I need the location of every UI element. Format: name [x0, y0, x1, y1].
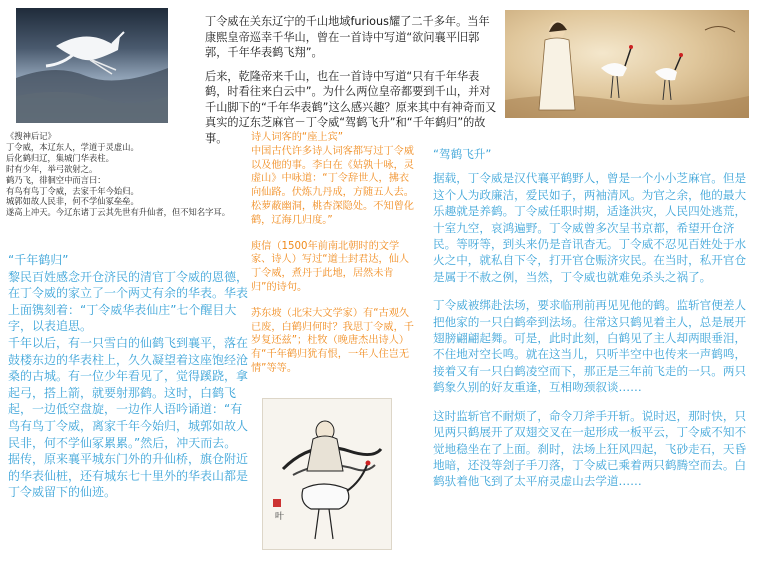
crane-flight-photo: [16, 8, 168, 123]
legend-return-paragraph-2: 千年以后，有一只雪白的仙鹤飞到襄平，落在鼓楼东边的华表柱上，久久凝望着这座饱经沧桑的古城。有一位少年看见了，觉得蹊跷，拿起弓，搭上箭，就要射那鹤。这时，白鹤飞起，一边低空盘旋，一边作人语吟诵道：“有鸟有鸟丁令威，离家千年今始归，城郭如故人民非，何不学仙冢累累。”然后，冲天而去。: [8, 335, 249, 450]
legend-ascension-title: “驾鹤飞升”: [433, 147, 492, 161]
poem-line: 城郭如故人民非，何不学仙冢垒垒。: [6, 196, 139, 207]
legend-ascension-paragraph-3: 这时监斩官不耐烦了，命令刀斧手开斩。说时迟，那时快，只见两只鹤展开了双翅交叉在一起形成一板平云，丁令威不知不觉地稳坐在了上面。刹时，法场上狂风四起，飞砂走石，天昏地暗，还没等刽子手刀落，丁令威已乘着两只鹤腾空而去。白鹤驮着他飞到了太平府灵虚山去学道……: [433, 408, 747, 489]
poem-line: 有鸟有鸟丁令威，去家千年今始归。: [6, 185, 139, 196]
intro-text: [205, 14, 498, 146]
legend-return-title: “千年鹤归”: [8, 253, 69, 267]
painting-seal-text: 叶: [275, 512, 285, 522]
sage-illustration: [505, 10, 749, 118]
legend-ascension-section: [433, 146, 749, 490]
poem-line: 时有少年，举弓欲射之。: [6, 163, 98, 174]
intro-paragraph-2: 后来，乾隆帝来千山，也在一首诗中写道“只有千年华表鹤，时看往来白云中”。为什么两位皇帝都要到千山，并对千山脚下的“千年华表鹤”这么感兴趣？原来其中有神奇而又真实的辽东芝麻官－丁令威“驾鹤飞升”和“千年鹤归”的故事。: [205, 69, 497, 145]
sage-with-crane-painting: [505, 10, 749, 118]
poem-line: 丁令威，本辽东人，学道于灵虚山。: [6, 141, 139, 152]
legend-return-paragraph-1: 黎民百姓感念开仓济民的清官丁令威的恩德，在丁令威的家立了一个两丈有余的华表。华表上面镌刻着：“丁令威华表仙庄”七个醒目大字，以表追思。: [8, 269, 249, 334]
legend-ascension-paragraph-2: 丁令威被绑赴法场，要求临刑前再见见他的鹤。监斩官便差人把他家的一只白鹤牵到法场。往常这只鹤见着主人，总是展开翅膀翩翩起舞。可是，此时此刻，白鹤见了主人却两眼垂泪，不住地对空长鸣。就在这当儿，只听半空中也传来一声鹤鸣，接着又有一只白鹤凌空而下，那正是三年前飞走的一只。两只鹤象久别的好友重逢，互相吻颈叙谈……: [433, 298, 747, 395]
legend-return-section: [8, 252, 248, 501]
poem-line: 后化鹤归辽，集城门华表柱。: [6, 152, 114, 163]
poets-section: [251, 131, 419, 376]
crane-flight-illustration: [16, 8, 168, 123]
poets-title: 诗人词客的“座上宾”: [251, 132, 344, 143]
intro-paragraph-1: 丁令威在关东辽宁的千山地域furious耀了二千多年。当年康熙皇帝巡幸千华山，曾在一首诗中写道“欲问襄平旧郭郭，千年华表鹤飞翔”。: [205, 15, 490, 59]
poets-paragraph-1: 中国古代许多诗人词客都写过丁令威以及他的事。李白在《姑孰十咏，灵虚山》中咏道：“丁令辞世人，拂衣向仙路。伏炼九丹成，方随五人去。松萝蔽幽洞，桃杏深隐处。不知曾化鹤，辽海几归度。”: [251, 145, 414, 226]
poets-paragraph-2: 庾信（1500年前南北朝时的文学家、诗人）写过“道士封君达，仙人丁令威，煮丹于此地，居然未肯归”的诗句。: [251, 240, 410, 293]
poem-line: 遂高上冲天。今辽东诸丁云其先世有升仙者，但不知名字耳。: [6, 207, 231, 218]
legend-ascension-paragraph-1: 据载，丁令威是汉代襄平鹤野人，曾是一个小小芝麻官。但是这个人为政廉洁，爱民如子，两袖清风。为官之余，他的最大乐趣就是养鹤。丁令威任职时期，适逢洪灾，人民四处逃荒，十室九空，哀鸿遍野。丁令威曾多次呈书京都，希望开仓济民。等呀等，到头来仍是音讯杳无。丁令威不忍见百姓处于水火之中，就私自下令，打开官仓赈济灾民。在当时，私开官仓是属于不赦之例，当然，丁令威也就难免杀头之祸了。: [433, 171, 747, 284]
poem-block: [6, 131, 246, 218]
legend-return-paragraph-3: 据传，原来襄平城东门外的升仙桥，旗仓附近的华表仙桩，还有城东七十里外的华表山都是丁令威留下的仙迹。: [8, 452, 249, 500]
poem-line: 鹤乃飞，徘徊空中而言曰：: [6, 174, 106, 185]
ink-crane-painting: [262, 398, 392, 550]
ink-painting-illustration: [263, 399, 391, 549]
poem-title: 《搜神后记》: [6, 131, 56, 141]
poets-paragraph-3: 苏东坡（北宋大文学家）有“古观久已废，白鹤归何时？我思丁令威，千岁复还兹”；杜牧（晚唐杰出诗人）有“千年鹤归犹有恨，一年人住岂无情”等等。: [251, 307, 414, 374]
